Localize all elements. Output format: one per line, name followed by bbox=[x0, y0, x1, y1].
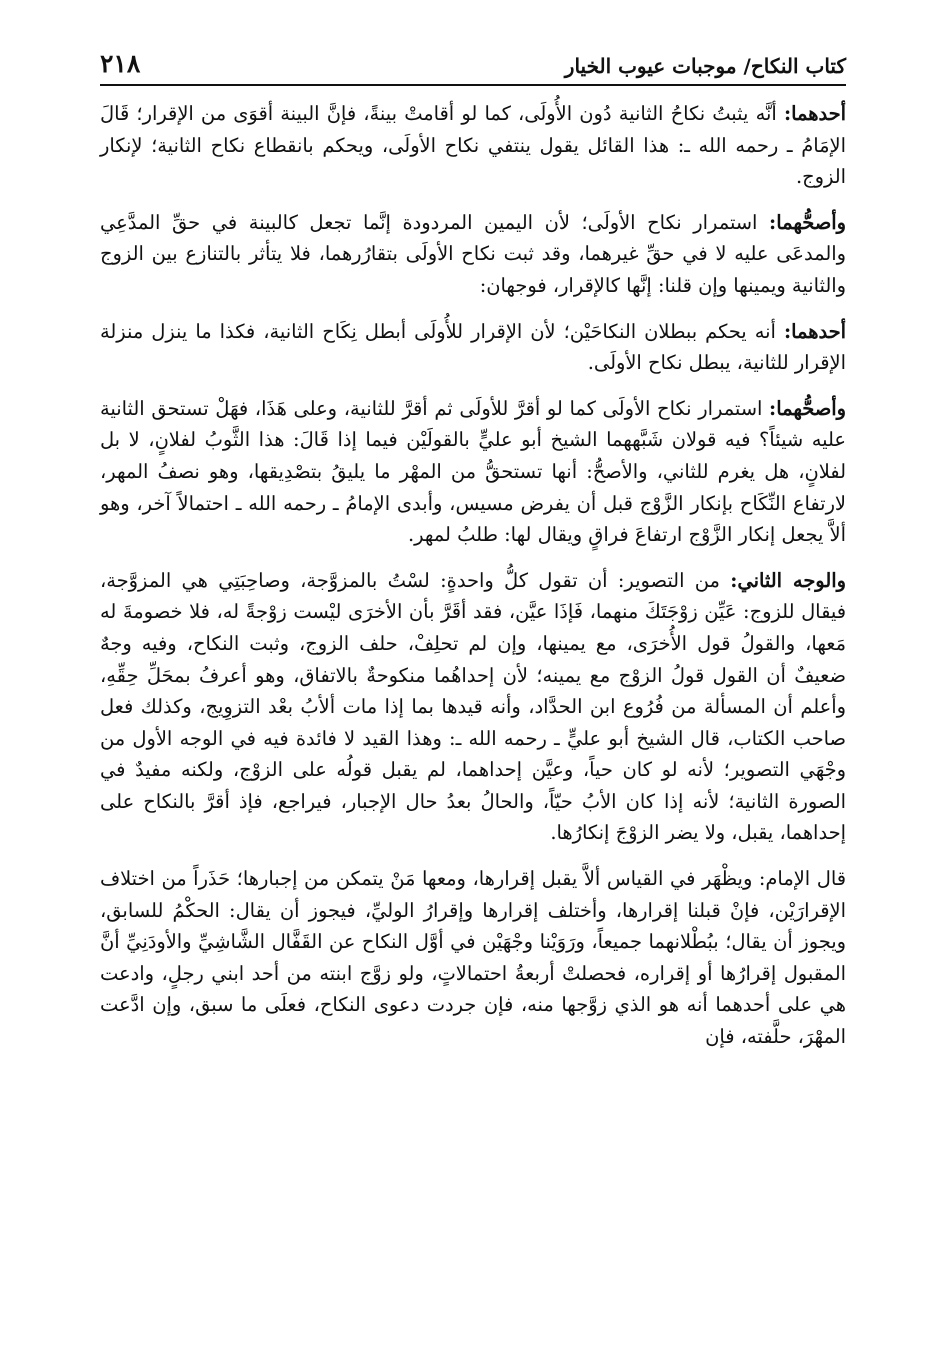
running-title: كتاب النكاح/ موجبات عيوب الخيار bbox=[564, 54, 846, 78]
paragraph-lead: والوجه الثاني: bbox=[730, 568, 846, 592]
paragraph bbox=[100, 565, 846, 849]
paragraph-text: من التصوير: أن تقول كلُّ واحدةٍ: لسْتُ بالمزوَّجة، وصاحِبَتِي هي المزوَّجة، فيقال للزوج: عَيِّن زوْجَتَكَ منهما، فَإذَا عيَّن، فقد أقَرَّ بأن الأخرَى ليْست زوْجةً له، فلا خصومةَ له مَعها، والقولُ قول الأُخرَى، مع يمينها، وإن لم تحلِفْ، حلف الزوج، وثبت النكاح، وفيه وجهٌ ضعيفٌ أن القول قولُ الزوْج مع يمينه؛ لأن إحداهُما منكوحةٌ بالاتفاق، وهو أعرفُ بمحَلِّ حِقِّهِ، وأعلم أن المسألة من فُرُوع ابن الحدَّاد، وأنه قيدها بما إذا مات ألأبُ بعْد التزوِيج، وكذلك فعل صاحب الكتاب، قال الشيخ أبو عليٍّ ـ رحمه الله ـ: وهذا القيد لا فائدة فيه في الوجه الأول من وجْهَي التصوير؛ لأنه لو كان حياً، وعيَّن إحداهما، لم يقبل قولُه على الزوْج، ولكنه مفيدٌ في الصورة الثانية؛ لأنه إذا كان الأبُ حيّاً، والحالُ بعدُ حال الإجبار، فيراجع، فإذ أقرَّ بالنكاح على إحداهما، يقبل، ولا يضر الزوْجَ إنكارُها. bbox=[100, 568, 847, 845]
page-header bbox=[100, 40, 846, 86]
page-number: ٢١٨ bbox=[100, 49, 141, 78]
paragraph-lead: وأصحُّهما: bbox=[769, 396, 846, 420]
book-page bbox=[100, 40, 846, 1330]
paragraph bbox=[100, 98, 846, 193]
paragraph bbox=[100, 863, 846, 1053]
paragraph-text: أنه يحكم ببطلان النكاحَيْن؛ لأن الإقرار للأُولَى أبطل نِكَاح الثانية، فكذا ما ينزل منزلة الإقرار للثانية، يبطل نكاح الأولَى. bbox=[100, 319, 846, 375]
paragraph-lead: أحدهما: bbox=[783, 102, 846, 125]
paragraph-lead: أحدهما: bbox=[783, 319, 846, 343]
paragraph-text: أنَّه يثبتُ نكاحُ الثانية دُون الأُولَى، كما لو أقامتْ بينةً، فإنَّ البينة أقوَى من الإقرار؛ قَالَ الإمَامُ ـ رحمه الله ـ: هذا القائل يقول ينتفي نكاح الأولَى، ويحكم بانقطاع نكاح الثانية؛ لإنكار الزوج. bbox=[100, 102, 846, 189]
paragraph-text: استمرار نكاح الأولَى كما لو أقرَّ للأولَى ثم أقرَّ للثانية، وعلى هَذَا، فهَلْ تستحق الثانية عليه شيئاً؟ فيه قولان شَبَّههما الشيخ أبو عليٍّ بالقولَيْن فيما إذا قَالَ: هذا الثَّوبُ لفلانٍ، لا بل لفلانٍ، هل يغرم للثاني، والأصحُّ: أنها تستحقُّ من المهْر ما يليقُ بتصْدِيقها، وهو نصفُ المهر، لارتفاع النِّكَاح بإنكار الزَّوْج قبل أن يفرض مسيس، وأبدى الإمامُ ـ رحمه الله ـ احتمالاً آخر، وهو ألاَّ يجعل إنكار الزَّوْج ارتفاعَ فراقٍ ويقال لها: طلبُ لمهر. bbox=[100, 396, 846, 547]
paragraph bbox=[100, 207, 846, 302]
paragraph bbox=[100, 316, 846, 379]
paragraph bbox=[100, 393, 846, 551]
paragraph-lead: وأصحُّهما: bbox=[769, 210, 846, 234]
paragraph-text: استمرار نكاح الأولَى؛ لأن اليمين المردودة إنَّما تجعل كالبينة في حقِّ المدَّعِي والمدعَى عليه لا في حقِّ غيرهما، وقد ثبت نكاح الأولَى بتقارُرهما، فلا يتأثر بالتنازع بين الزوج والثانية ويمينها وإن قلنا: إنَّها كالإقرار، فوجهان: bbox=[100, 210, 846, 297]
page-body bbox=[100, 98, 846, 1053]
paragraph-text: قال الإمام: ويظْهَر في القياس ألاَّ يقبل إقرارها، ومعها مَنْ يتمكن من إجبارها؛ حَذَراً من اختلاف الإقرارَيْن، فإنْ قبلنا إقرارها، وأختلف إقرارها وإقرارُ الوليِّ، فيجوز أن يقال: الحكْمُ للسابق، ويجوز أن يقال؛ ببُطْلانهما جميعاً، ورَوَيْنا وجْهَيْن في أوَّل النكاح عن القَفَّال الشَّاشِيِّ والأودَنِيِّ أنَّ المقبول إقرارُها أو إقراره، فحصلتْ أربعةُ احتمالاتٍ، ولو زوَّج ابنته من أحد ابني رجلٍ، وادعت هي على أحدهما أنه هو الذي زوَّجها منه، فإن جردت دعوى النكاح، فعلَى ما سبق، وإن ادَّعت المهْرَ، حلَّفته، فإن bbox=[100, 867, 846, 1049]
